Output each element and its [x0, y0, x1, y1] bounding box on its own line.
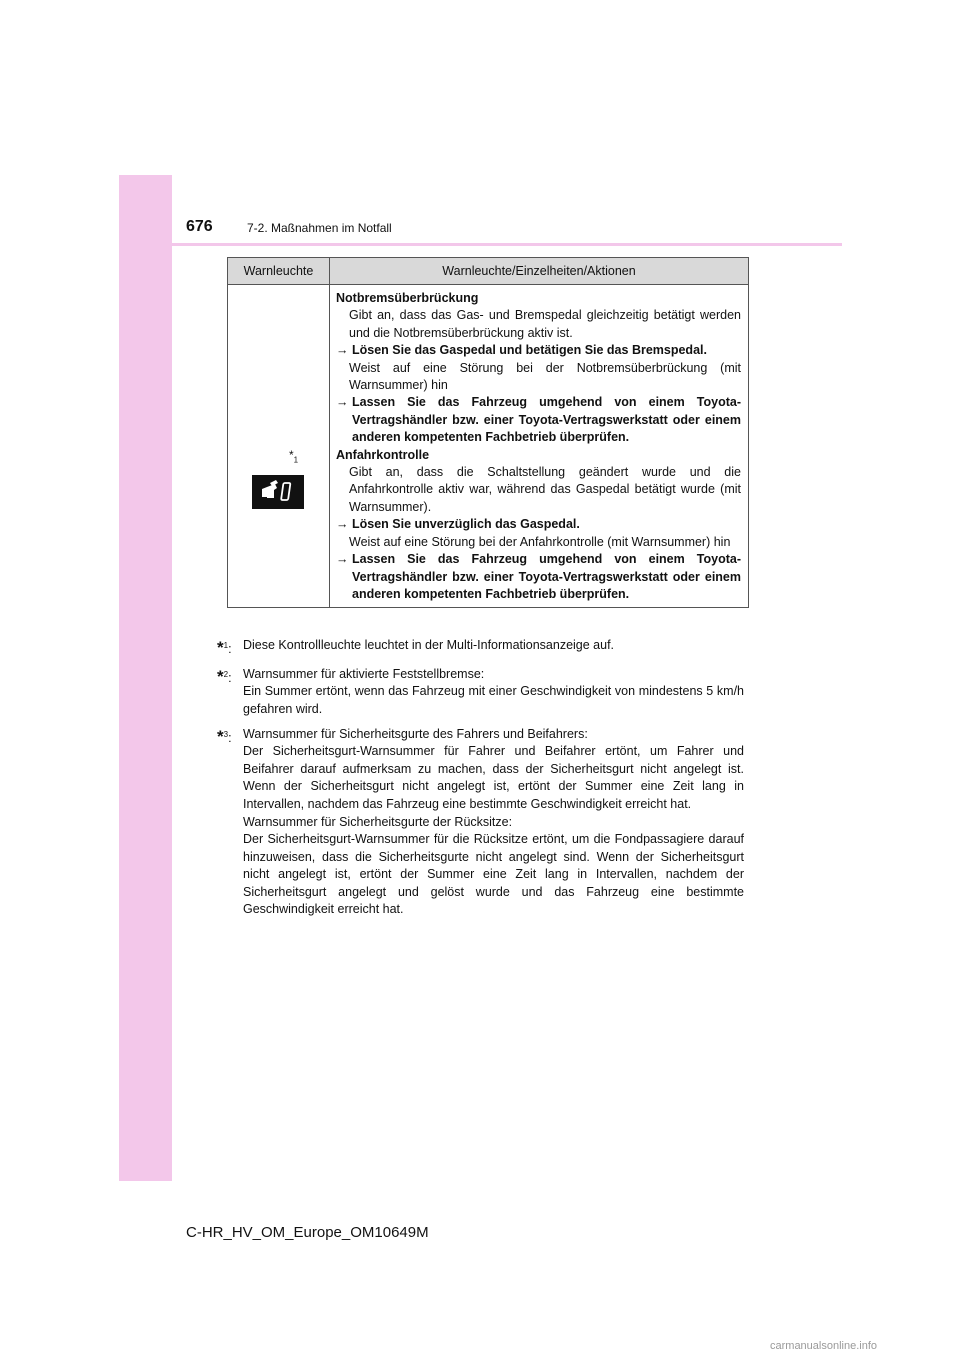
arrow-icon: →	[336, 343, 349, 358]
page-number: 676	[186, 218, 213, 235]
arrow-icon: →	[336, 552, 349, 567]
brake-override-warning-icon	[252, 475, 304, 509]
table-header-row	[228, 258, 749, 285]
footnote-body: Warnsummer für Sicherheitsgurte des Fahrers und Beifahrers: Der Sicherheitsgurt-Warnsummer für Fahrer und Beifahrer ertönt, um Fahrer und Beifahrer darauf aufmerksam zu machen, dass der Sicherheitsgurt nicht angelegt ist. Wenn der Sicherheitsgurt nicht angelegt ist, ertönt der Summer eine Zeit lang in Intervallen, nachdem das Fahrzeug eine bestimmte Geschwindigkeit erreicht hat. Warnsummer für Sicherheitsgurte der Rücksitze: Der Sicherheitsgurt-Warnsummer für die Rücksitze ertönt, um die Fondpassagiere darauf hinzuweisen, dass die Sicherheitsgurte nicht angelegt sind. Wenn der Sicherheitsgurt nicht angelegt ist, ertönt der Summer eine Zeit lang in Intervallen, nachdem der Sicherheitsgurt angelegt und gelöst wurde und das Fahrzeug eine bestimmte Geschwindigkeit erreicht hat.	[243, 726, 744, 917]
footnote-mark: *$^2$:	[217, 666, 232, 686]
footnote-body: Warnsummer für aktivierte Feststellbremse: Ein Summer ertönt, wenn das Fahrzeug mit einer Geschwindigkeit von mindestens 5 km/h gefahren wird.	[243, 666, 744, 716]
arrow-icon: →	[336, 517, 349, 532]
footnote-3	[217, 726, 744, 920]
malfunction-note: Weist auf eine Störung bei der Anfahrkontrolle (mit Warnsummer) hin	[349, 534, 731, 549]
section-notbremsueberbrueckung	[336, 290, 741, 447]
arrow-icon: →	[336, 395, 349, 410]
footnotes	[217, 637, 744, 926]
watermark: carmanualsonline.info	[770, 1340, 878, 1352]
footnote-body: Diese Kontrollleuchte leuchtet in der Multi-Informationsanzeige auf.	[243, 638, 615, 652]
section-description: Gibt an, dass das Gas- und Bremspedal gleichzeitig betätigt werden und die Notbremsüberbrückung aktiv ist.	[349, 308, 741, 340]
warning-table	[227, 257, 749, 608]
section-description: Gibt an, dass die Schaltstellung geändert wurde und die Anfahrkontrolle aktiv war, während das Gaspedal betätigt wurde (mit Warnsummer).	[349, 465, 741, 514]
col-header-details: Warnleuchte/Einzelheiten/Aktionen	[330, 258, 749, 285]
footnote-mark: *$^1$:	[217, 638, 232, 658]
action-line: → Lassen Sie das Fahrzeug umgehend von einem Toyota-Vertragshändler bzw. einer Toyota-Vertragswerkstatt oder einem anderen kompetenten Fachbetrieb überprüfen.	[336, 394, 741, 446]
action-line: → Lösen Sie unverzüglich das Gaspedal.	[336, 516, 741, 533]
footnote-1	[217, 637, 744, 659]
header-rule	[172, 243, 842, 246]
icon-cell	[228, 285, 330, 608]
action-line: → Lösen Sie das Gaspedal und betätigen Sie das Bremspedal.	[336, 342, 741, 359]
table-row	[228, 285, 749, 608]
footnote-mark: *$^3$:	[217, 726, 232, 746]
icon-footnote-mark: $*_1$	[289, 448, 299, 465]
section-title-text: Notbremsüberbrückung	[336, 291, 479, 305]
section-title-text: Anfahrkontrolle	[336, 447, 430, 462]
section-anfahrkontrolle	[336, 447, 741, 604]
col-header-warnleuchte: Warnleuchte	[228, 258, 330, 285]
malfunction-note: Weist auf eine Störung bei der Notbremsüberbrückung (mit Warnsummer) hin	[349, 360, 741, 393]
footnote-2	[217, 666, 744, 719]
side-color-band	[119, 175, 172, 1181]
details-cell	[330, 285, 749, 608]
section-title: 7-2. Maßnahmen im Notfall	[247, 221, 392, 235]
document-id: C-HR_HV_OM_Europe_OM10649M	[186, 1224, 429, 1241]
action-line: → Lassen Sie das Fahrzeug umgehend von einem Toyota-Vertragshändler bzw. einer Toyota-Vertragswerkstatt oder einem anderen kompetenten Fachbetrieb überprüfen.	[336, 551, 741, 603]
